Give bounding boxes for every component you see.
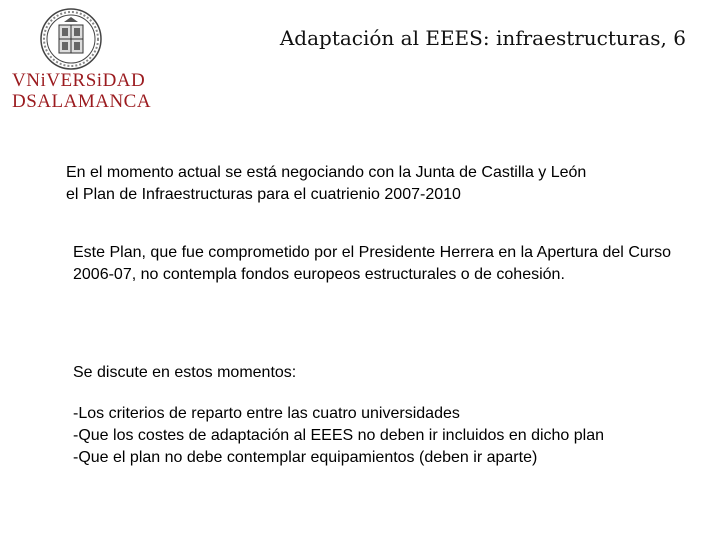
list-item: -Los criterios de reparto entre las cuatro universidades (73, 405, 460, 422)
paragraph-plan: Este Plan, que fue comprometido por el Presidente Herrera en la Apertura del Curso 2006-07, no contempla fondos europeos estructurales o de cohesión. (73, 244, 671, 283)
list-item: -Que el plan no debe contemplar equipamientos (deben ir aparte) (73, 449, 538, 466)
page-title: Adaptación al EEES: infraestructuras, 6 (279, 26, 686, 50)
paragraph-discussion-heading: Se discute en estos momentos: (73, 364, 297, 381)
paragraph-line: En el momento actual se está negociando con la Junta de Castilla y León (66, 164, 587, 181)
university-seal (40, 8, 102, 70)
logo-line-1: VNiVERSiDAD (12, 70, 146, 91)
university-logo-text (12, 70, 152, 112)
list-item: -Que los costes de adaptación al EEES no deben ir incluidos en dicho plan (73, 427, 605, 444)
logo-line-2: DSALAMANCA (12, 91, 152, 112)
discussion-list (73, 403, 604, 469)
paragraph-line: el Plan de Infraestructuras para el cuatrienio 2007-2010 (66, 186, 461, 203)
paragraph-negotiation (66, 162, 666, 206)
